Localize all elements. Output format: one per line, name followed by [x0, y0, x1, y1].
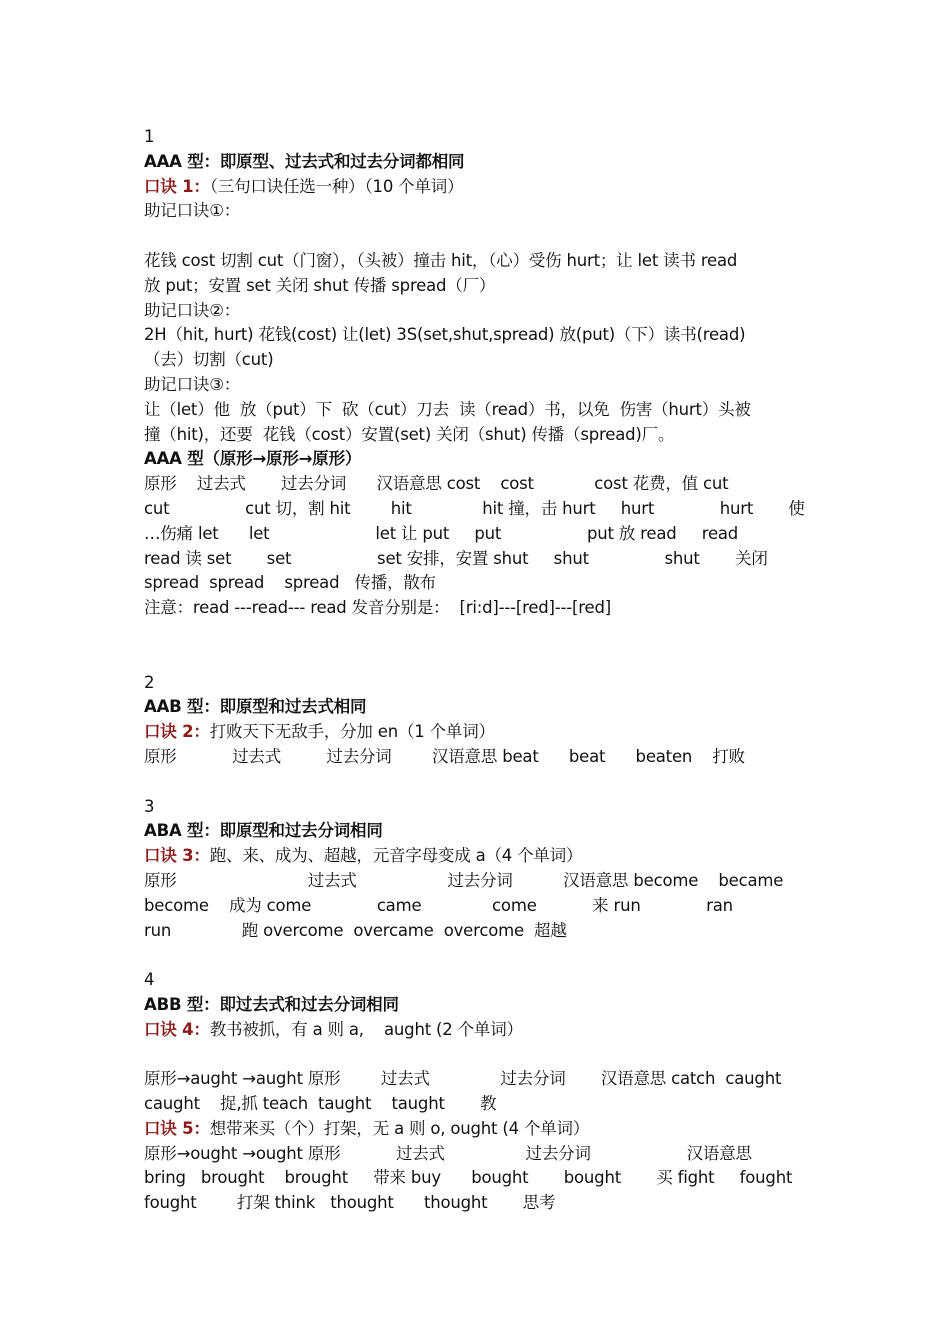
section-number: 2	[144, 672, 155, 692]
text-line: …伤痛 let let let 让 put put put 放 read read	[144, 523, 739, 543]
text-line: 撞（hit)，还要 花钱（cost）安置(set) 关闭（shut) 传播（spread)厂。	[144, 424, 675, 444]
text-line: 放 put；安置 set 关闭 shut 传播 spread（厂）	[144, 275, 496, 295]
text-line: fought 打架 think thought thought 思考	[144, 1193, 556, 1213]
section-gap	[144, 943, 814, 968]
mnemonic-text: （三句口诀任选一种）（10 个单词）	[209, 176, 464, 196]
section-gap	[144, 621, 814, 671]
document-body	[144, 125, 814, 1216]
text-line: 2H（hit, hurt) 花钱(cost) 让(let) 3S(set,shut,spread) 放(put)（下）读书(read)	[144, 325, 746, 345]
section-3	[144, 795, 814, 944]
section-2	[144, 671, 814, 770]
section-title: ABB 型：即过去式和过去分词相同	[144, 994, 399, 1014]
section-1	[144, 125, 814, 621]
text-line: read 读 set set set 安排，安置 shut shut shut 关闭	[144, 548, 768, 568]
text-line: caught 捉,抓 teach taught taught 教	[144, 1094, 497, 1114]
section-title: AAB 型：即原型和过去式相同	[144, 697, 367, 717]
text-line: 原形→aught →aught 原形 过去式 过去分词 汉语意思 catch caught	[144, 1069, 782, 1089]
blank-line	[144, 224, 814, 249]
mnemonic-label: 口诀 4：	[144, 1019, 210, 1039]
text-line: 原形 过去式 过去分词 汉语意思 cost cost cost 花费，值 cut	[144, 474, 729, 494]
section-number: 3	[144, 796, 155, 816]
section-number: 4	[144, 970, 155, 990]
text-line: 助记口诀③：	[144, 374, 241, 394]
section-title: AAA 型：即原型、过去式和过去分词都相同	[144, 151, 465, 171]
text-line: 让（let）他 放（put）下 砍（cut）刀去 读（read）书，以免 伤害（hurt）头被	[144, 399, 751, 419]
mnemonic-label: 口诀 1：	[144, 176, 210, 196]
text-line: 原形→ought →ought 原形 过去式 过去分词 汉语意思	[144, 1143, 752, 1163]
text-line: spread spread spread 传播，散布	[144, 573, 436, 593]
mnemonic-text: 打败天下无敌手，分加 en（1 个单词）	[209, 722, 495, 742]
text-line: become 成为 come came come 来 run ran	[144, 895, 733, 915]
mnemonic-line	[144, 844, 814, 869]
text-line: 花钱 cost 切割 cut（门窗），（头被）撞击 hit，（心）受伤 hurt；让 let 读书 read	[144, 250, 738, 270]
mnemonic-text: 想带来买（个）打架，无 a 则 o, ought (4 个单词）	[209, 1118, 590, 1138]
section-gap	[144, 770, 814, 795]
mnemonic-text: 教书被抓，有 a 则 a, aught (2 个单词）	[209, 1019, 523, 1039]
mnemonic-line	[144, 1117, 814, 1142]
mnemonic-line	[144, 720, 814, 745]
mnemonic-line	[144, 175, 814, 200]
text-line: bring brought brought 带来 buy bought bought 买 fight fought	[144, 1168, 793, 1188]
note-line: 注意：read ---read--- read 发音分别是： [ri:d]---[red]---[red]	[144, 598, 611, 618]
text-line: （去）切割（cut)	[144, 350, 274, 370]
text-line: 原形 过去式 过去分词 汉语意思 beat beat beaten 打败	[144, 746, 745, 766]
mnemonic-label: 口诀 5：	[144, 1118, 210, 1138]
mnemonic-text: 跑、来、成为、超越，元音字母变成 a（4 个单词）	[209, 846, 583, 866]
subheading: AAA 型（原形→原形→原形）	[144, 449, 362, 469]
text-line: cut cut 切，割 hit hit hit 撞，击 hurt hurt hurt 使	[144, 498, 805, 518]
text-line: 助记口诀①：	[144, 201, 241, 221]
text-line: 原形 过去式 过去分词 汉语意思 become became	[144, 870, 784, 890]
blank-line	[144, 1042, 814, 1067]
mnemonic-line	[144, 1018, 814, 1043]
text-line: 助记口诀②：	[144, 300, 241, 320]
section-4	[144, 968, 814, 1216]
text-line: run 跑 overcome overcame overcome 超越	[144, 920, 567, 940]
mnemonic-label: 口诀 2：	[144, 722, 210, 742]
mnemonic-label: 口诀 3：	[144, 846, 210, 866]
section-number: 1	[144, 127, 155, 146]
section-title: ABA 型：即原型和过去分词相同	[144, 821, 383, 841]
